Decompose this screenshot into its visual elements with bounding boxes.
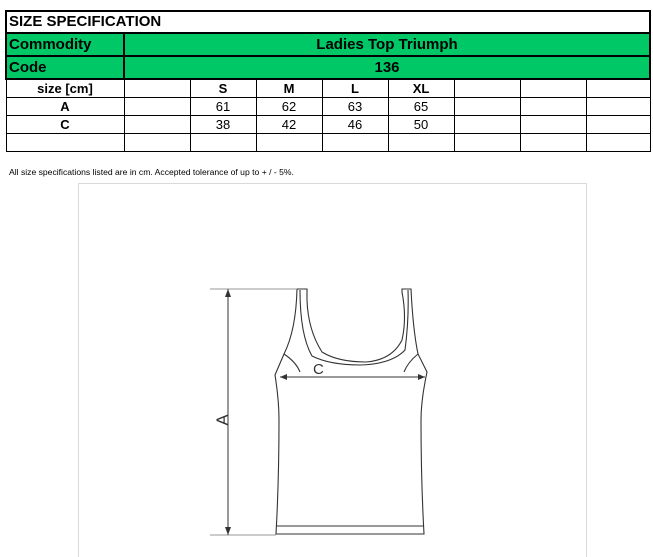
size-header-label: size [cm] <box>6 79 124 98</box>
row-a-m: 62 <box>256 98 322 116</box>
row-c-label: C <box>6 116 124 134</box>
label-c: C <box>313 361 324 378</box>
a-dimension-line <box>210 289 296 535</box>
tolerance-note: All size specifications listed are in cm. Accepted tolerance of up to + / - 5%. <box>9 167 294 177</box>
size-xl-header: XL <box>388 79 454 98</box>
row-a-label: A <box>6 98 124 116</box>
size-l-header: L <box>322 79 388 98</box>
code-label: Code <box>6 56 124 79</box>
size-s-header: S <box>190 79 256 98</box>
garment-outline <box>275 289 427 534</box>
row-a-s: 61 <box>190 98 256 116</box>
table-title: SIZE SPECIFICATION <box>6 11 650 33</box>
row-c-m: 42 <box>256 116 322 134</box>
row-c-l: 46 <box>322 116 388 134</box>
label-a: A <box>213 414 232 426</box>
row-c-xl: 50 <box>388 116 454 134</box>
commodity-label: Commodity <box>6 33 124 56</box>
commodity-value: Ladies Top Triumph <box>124 33 650 56</box>
row-a-l: 63 <box>322 98 388 116</box>
row-a-xl: 65 <box>388 98 454 116</box>
size-m-header: M <box>256 79 322 98</box>
code-value: 136 <box>124 56 650 79</box>
row-c-s: 38 <box>190 116 256 134</box>
